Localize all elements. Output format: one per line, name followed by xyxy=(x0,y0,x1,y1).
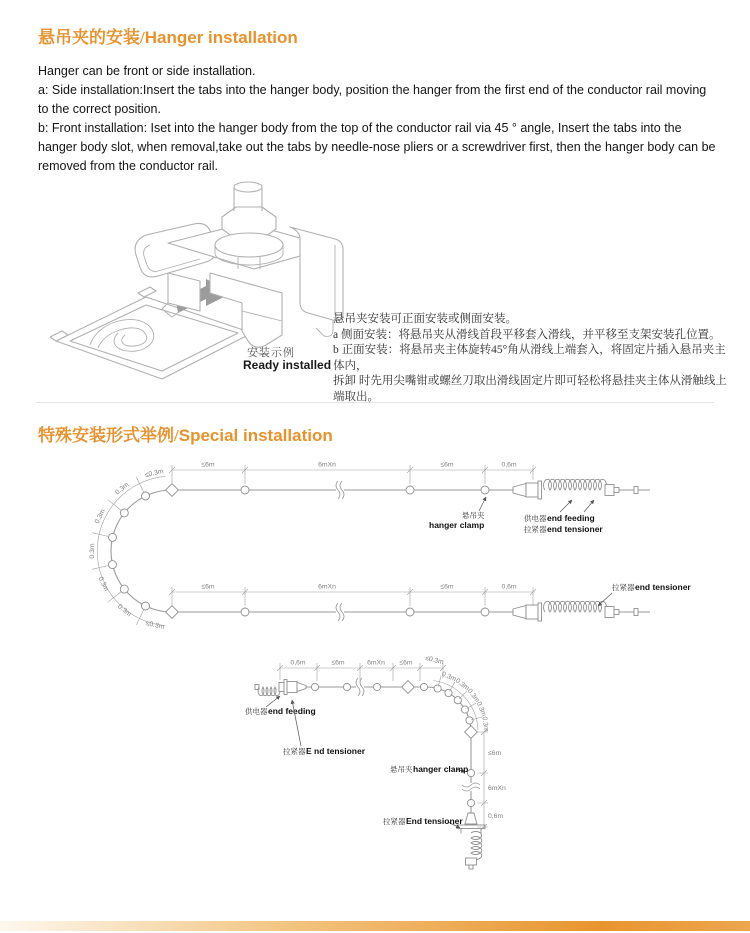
note-line-3: b 正面安装：将悬吊夹主体旋转45°角从滑线上端套入，将固定片插入悬吊夹主体内， xyxy=(333,344,726,372)
dim-label: 0.3m xyxy=(116,603,133,619)
fixing-tab-plate xyxy=(50,287,264,379)
dim-label: 0,6m xyxy=(501,583,517,591)
rail-break-symbol xyxy=(462,783,480,791)
end-tensioner-label-zh: 拉紧器 xyxy=(383,817,406,826)
section2-title-en: Special installation xyxy=(178,426,333,445)
dim-label: ≤6m xyxy=(440,583,454,591)
end-tensioner-label-en: End tensioner xyxy=(406,816,463,826)
dim-label: 0.3m xyxy=(96,575,110,593)
hanger-clamp-label-zh: 悬吊夹 xyxy=(462,511,485,520)
section1-title-zh: 悬吊夹的安装/ xyxy=(38,28,145,47)
dim-label: 6mXn xyxy=(367,659,385,667)
end-feeding-label-en: end feeding xyxy=(547,513,595,523)
intro-paragraph xyxy=(38,62,716,176)
end-tensioner-label-zh: 拉紧器 xyxy=(612,583,635,592)
note-line-4: 拆卸 时先用尖嘴钳或螺丝刀取出滑线固定片即可轻松将悬挂夹主体从滑触线上端取出。 xyxy=(333,375,727,403)
dim-label: 0,6m xyxy=(501,461,517,469)
intro-line-2: a: Side installation:Insert the tabs into the hanger body, position the hanger from the first end of the conductor rail moving to the correct position. xyxy=(38,83,707,116)
callout-hanger-clamp xyxy=(390,764,468,774)
section1-title xyxy=(38,28,298,48)
dimension-lines xyxy=(92,465,536,626)
dim-label: 6mXn xyxy=(318,583,336,591)
dimension-labels xyxy=(89,462,517,632)
intro-line-1: Hanger can be front or side installation. xyxy=(38,64,256,78)
dim-label: 0,6m xyxy=(290,659,306,667)
note-line-2: a 侧面安装：将悬吊夹从滑线首段平移套入滑线，并平移至支架安装孔位置。 xyxy=(333,328,721,341)
dim-label: ≤6m xyxy=(201,461,215,469)
section2-title-zh: 特殊安装形式举例/ xyxy=(38,426,179,445)
installation-notes-zh xyxy=(333,312,728,405)
intro-line-3: b: Front installation: Iset into the hanger body from the top of the conductor rail via 45 ° angle, Insert the tabs into the hanger body slot, when removal,take out the tabs by needle-nose pliers or a screwdriver first, then the hanger body can be removed from the conductor rail. xyxy=(38,121,716,173)
dim-label: ≤6m xyxy=(440,461,454,469)
dim-label: ≤0.3m xyxy=(144,620,165,632)
end-tensioner-assembly-bottom xyxy=(513,601,650,621)
callout-end-tensioner-bottom xyxy=(383,816,463,828)
end-feeding-label-zh: 供电器 xyxy=(524,514,547,523)
hanger-clamp-nodes xyxy=(311,681,477,807)
end-feeding-assembly-left xyxy=(255,680,306,696)
dim-label: 6mXn xyxy=(318,461,336,469)
callout-feeding-tensioner xyxy=(524,500,603,534)
hanger-clamp-label-en: hanger clamp xyxy=(429,520,485,530)
dim-label: 0.3m xyxy=(93,508,107,525)
diagram-l-shape xyxy=(245,655,506,869)
dim-label: ≤6m xyxy=(488,750,502,757)
dim-label: 0.3m xyxy=(114,481,131,497)
dim-label: 6mXn xyxy=(488,785,506,792)
dim-label: ≤6m xyxy=(331,659,345,667)
drawing-caption-zh: 安装示例 xyxy=(247,347,295,359)
end-tensioner-label-en: end tensioner xyxy=(635,582,691,592)
hanger-clamp-label-en: hanger clamp xyxy=(413,764,469,774)
end-tensioner-label-en: end tensioner xyxy=(547,524,603,534)
section-divider xyxy=(36,402,714,403)
dim-label: 0.3m xyxy=(465,687,481,704)
dim-label: 0.3m xyxy=(454,677,471,693)
end-tensioner-assembly-top xyxy=(513,479,650,499)
hanger-clamp-nodes xyxy=(109,484,490,619)
dimension-labels xyxy=(290,655,506,820)
footer-accent-bar xyxy=(0,921,750,931)
dim-label: 0.3m xyxy=(89,543,96,559)
dim-label: ≤6m xyxy=(399,659,413,667)
dim-label: 0.3m xyxy=(474,700,488,718)
rail-break-symbol xyxy=(336,603,344,621)
dim-label: 0.3m xyxy=(480,716,490,733)
end-tensioner-label-zh: 拉紧器 xyxy=(283,747,306,756)
section2-title xyxy=(38,426,333,446)
end-feeding-label-en: end feeding xyxy=(268,706,316,716)
note-line-1: 悬吊夹安装可正面安装或侧面安装。 xyxy=(333,313,517,325)
diagram-u-shape xyxy=(89,462,691,632)
callout-end-feeding xyxy=(245,696,316,716)
special-installation-diagram xyxy=(0,450,750,890)
drawing-caption-en: Ready installed xyxy=(243,358,332,372)
callout-tensioner-bottom-right xyxy=(598,582,691,606)
dim-label: 0,6m xyxy=(488,813,504,820)
hanger-clamp-label-zh: 悬吊夹 xyxy=(390,765,413,774)
dim-label: ≤0.3m xyxy=(144,468,165,480)
end-tensioner-label-en: E nd tensioner xyxy=(306,746,366,756)
rail-break-symbol xyxy=(336,481,344,499)
end-tensioner-label-zh: 拉紧器 xyxy=(524,525,547,534)
dim-label: ≤0.3m xyxy=(424,654,445,667)
section1-title-en: Hanger installation xyxy=(144,28,298,47)
dim-label: 0.3m xyxy=(440,670,458,684)
end-feeding-label-zh: 供电器 xyxy=(245,707,268,716)
callout-hanger-clamp xyxy=(429,497,486,530)
dim-label: ≤6m xyxy=(201,583,215,591)
